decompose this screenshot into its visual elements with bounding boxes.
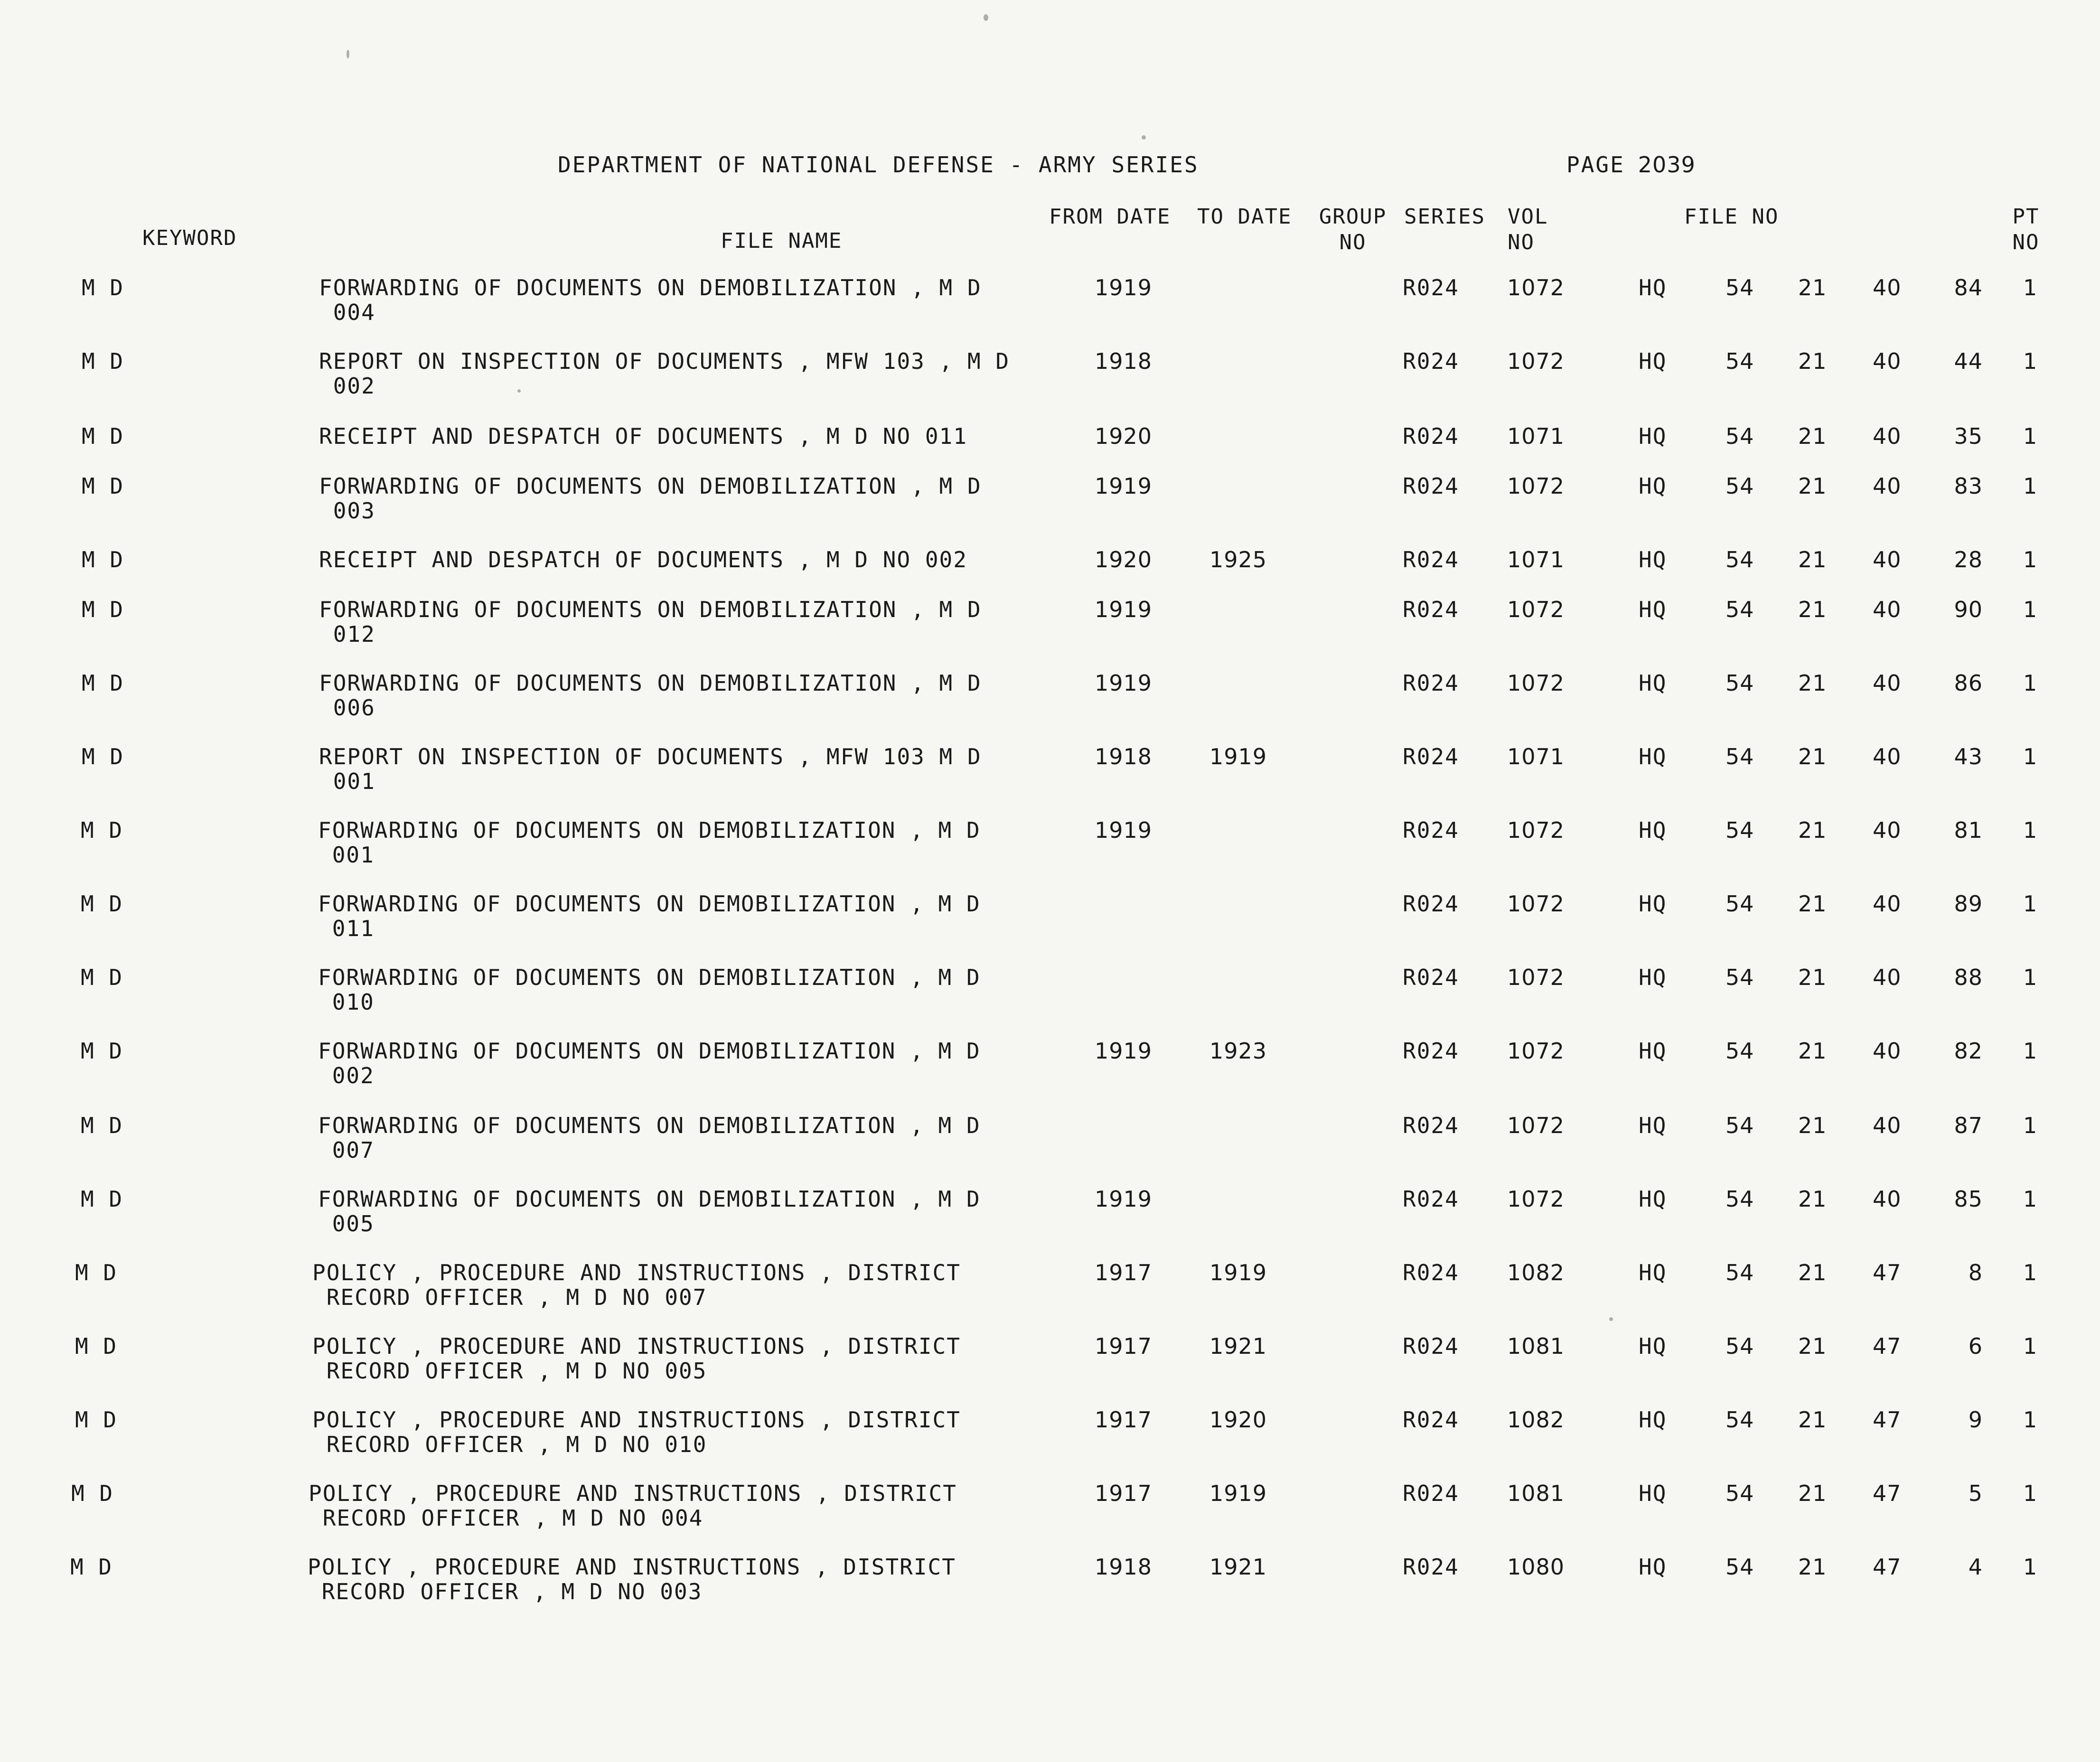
- file-no-3-cell: 21: [1798, 1186, 1827, 1212]
- from-date-cell: 1917: [1095, 1407, 1153, 1433]
- file-no-4-cell: 40: [1873, 965, 1902, 990]
- from-date-cell: 1919: [1095, 817, 1153, 843]
- file-name-cell: POLICY , PROCEDURE AND INSTRUCTIONS , DISTRICT RECORD OFFICER , M D NO 007: [312, 1260, 961, 1310]
- table-row: [0, 1334, 2100, 1405]
- vol-no-cell: 1072: [1507, 1186, 1565, 1212]
- pt-no-cell: 1: [2023, 1038, 2038, 1064]
- file-no-4-cell: 40: [1873, 597, 1902, 622]
- file-no-prefix-cell: HQ: [1639, 473, 1667, 499]
- pt-no-cell: 1: [2023, 1554, 2038, 1580]
- vol-no-cell: 1071: [1507, 547, 1565, 572]
- file-no-5-cell: 89: [1954, 891, 1983, 917]
- keyword-cell: M D: [71, 1481, 114, 1506]
- file-no-prefix-cell: HQ: [1639, 597, 1667, 622]
- to-date-cell: 1920: [1209, 1407, 1267, 1433]
- file-no-prefix-cell: HQ: [1639, 1407, 1667, 1433]
- file-no-5-cell: 8: [1968, 1260, 1983, 1285]
- pt-no-cell: 1: [2023, 348, 2038, 374]
- pt-no-cell: 1: [2023, 817, 2038, 843]
- series-cell: R024: [1403, 1113, 1459, 1138]
- keyword-cell: M D: [82, 597, 124, 622]
- file-no-5-cell: 82: [1954, 1038, 1983, 1064]
- series-cell: R024: [1403, 423, 1459, 449]
- file-no-prefix-cell: HQ: [1639, 1481, 1667, 1506]
- column-header-pt-no: PT NO: [2012, 205, 2040, 254]
- column-header-series: SERIES: [1404, 205, 1485, 229]
- pt-no-cell: 1: [2023, 423, 2038, 449]
- scan-mark: [517, 389, 521, 393]
- file-no-prefix-cell: HQ: [1639, 1554, 1667, 1580]
- keyword-cell: M D: [81, 891, 123, 917]
- file-no-5-cell: 44: [1954, 348, 1983, 374]
- file-name-cell: POLICY , PROCEDURE AND INSTRUCTIONS , DISTRICT RECORD OFFICER , M D NO 005: [312, 1333, 961, 1384]
- file-name-cell: REPORT ON INSPECTION OF DOCUMENTS , MFW 103 , M D 002: [319, 348, 1010, 399]
- file-no-2-cell: 54: [1725, 473, 1754, 499]
- file-no-3-cell: 21: [1798, 891, 1827, 917]
- series-cell: R024: [1403, 817, 1459, 843]
- table-row: [0, 1407, 2100, 1479]
- file-no-2-cell: 54: [1725, 891, 1754, 917]
- file-name-cell: FORWARDING OF DOCUMENTS ON DEMOBILIZATION , M D 003: [319, 473, 982, 524]
- table-row: [0, 671, 2100, 742]
- from-date-cell: 1919: [1095, 1186, 1153, 1212]
- file-no-2-cell: 54: [1725, 670, 1754, 696]
- from-date-cell: 1918: [1095, 348, 1153, 374]
- pt-no-cell: 1: [2023, 473, 2038, 499]
- vol-no-cell: 1072: [1507, 473, 1565, 499]
- column-header-file-name: FILE NAME: [721, 229, 843, 253]
- file-no-5-cell: 90: [1954, 597, 1983, 622]
- file-no-2-cell: 54: [1725, 1554, 1754, 1580]
- table-row: [0, 818, 2100, 889]
- file-name-cell: FORWARDING OF DOCUMENTS ON DEMOBILIZATION , M D 012: [319, 597, 982, 647]
- file-no-3-cell: 21: [1798, 744, 1827, 769]
- file-no-prefix-cell: HQ: [1639, 547, 1667, 572]
- from-date-cell: 1917: [1095, 1333, 1153, 1359]
- file-no-2-cell: 54: [1725, 275, 1754, 300]
- file-no-2-cell: 54: [1725, 744, 1754, 769]
- table-row: [0, 1113, 2100, 1184]
- file-name-cell: RECEIPT AND DESPATCH OF DOCUMENTS , M D NO 011: [319, 423, 967, 449]
- keyword-cell: M D: [82, 744, 124, 769]
- vol-no-cell: 1071: [1507, 423, 1565, 449]
- pt-no-cell: 1: [2023, 1481, 2038, 1506]
- file-no-3-cell: 21: [1798, 547, 1827, 572]
- series-cell: R024: [1403, 348, 1459, 374]
- file-no-3-cell: 21: [1798, 817, 1827, 843]
- file-name-cell: FORWARDING OF DOCUMENTS ON DEMOBILIZATION , M D 004: [319, 275, 982, 325]
- vol-no-cell: 1082: [1507, 1260, 1565, 1285]
- vol-no-cell: 1072: [1507, 670, 1565, 696]
- file-no-5-cell: 83: [1954, 473, 1983, 499]
- to-date-cell: 1919: [1209, 1260, 1267, 1285]
- series-cell: R024: [1403, 744, 1459, 769]
- table-row: [0, 1039, 2100, 1110]
- column-header-from-date: FROM DATE: [1049, 205, 1171, 229]
- file-no-4-cell: 40: [1873, 275, 1902, 300]
- pt-no-cell: 1: [2023, 1333, 2038, 1359]
- table-row: [0, 1555, 2100, 1626]
- to-date-cell: 1919: [1209, 744, 1267, 769]
- series-cell: R024: [1403, 1333, 1459, 1359]
- vol-no-cell: 1072: [1507, 817, 1565, 843]
- file-no-2-cell: 54: [1725, 547, 1754, 572]
- series-cell: R024: [1403, 1407, 1459, 1433]
- file-name-cell: POLICY , PROCEDURE AND INSTRUCTIONS , DISTRICT RECORD OFFICER , M D NO 003: [308, 1554, 956, 1604]
- to-date-cell: 1921: [1209, 1333, 1267, 1359]
- file-no-2-cell: 54: [1725, 597, 1754, 622]
- to-date-cell: 1925: [1209, 547, 1267, 572]
- table-row: [0, 349, 2100, 420]
- keyword-cell: M D: [81, 1186, 123, 1212]
- file-no-prefix-cell: HQ: [1639, 891, 1667, 917]
- pt-no-cell: 1: [2023, 275, 2038, 300]
- page-number-block: [1566, 152, 1696, 178]
- file-no-4-cell: 47: [1873, 1481, 1902, 1506]
- series-cell: R024: [1403, 965, 1459, 990]
- file-name-cell: FORWARDING OF DOCUMENTS ON DEMOBILIZATION , M D 001: [318, 817, 981, 868]
- pt-no-cell: 1: [2023, 891, 2038, 917]
- keyword-cell: M D: [82, 348, 124, 374]
- keyword-cell: M D: [82, 275, 124, 300]
- file-no-3-cell: 21: [1798, 275, 1827, 300]
- from-date-cell: 1919: [1095, 1038, 1153, 1064]
- vol-no-cell: 1081: [1507, 1333, 1565, 1359]
- file-name-cell: FORWARDING OF DOCUMENTS ON DEMOBILIZATION , M D 011: [318, 891, 981, 941]
- file-no-5-cell: 5: [1968, 1481, 1983, 1506]
- scan-mark: [1609, 1317, 1613, 1321]
- table-row: [0, 965, 2100, 1036]
- file-no-5-cell: 43: [1954, 744, 1983, 769]
- file-no-2-cell: 54: [1725, 1186, 1754, 1212]
- file-name-cell: FORWARDING OF DOCUMENTS ON DEMOBILIZATION , M D 005: [318, 1186, 981, 1237]
- file-no-4-cell: 40: [1873, 1038, 1902, 1064]
- vol-no-cell: 1071: [1507, 744, 1565, 769]
- from-date-cell: 1918: [1095, 744, 1153, 769]
- from-date-cell: 1919: [1095, 275, 1153, 300]
- series-cell: R024: [1403, 1186, 1459, 1212]
- file-no-prefix-cell: HQ: [1639, 423, 1667, 449]
- series-cell: R024: [1403, 597, 1459, 622]
- file-no-2-cell: 54: [1725, 1333, 1754, 1359]
- to-date-cell: 1923: [1209, 1038, 1267, 1064]
- file-name-cell: FORWARDING OF DOCUMENTS ON DEMOBILIZATION , M D 010: [318, 965, 981, 1015]
- file-no-4-cell: 40: [1873, 423, 1902, 449]
- table-row: [0, 1260, 2100, 1331]
- from-date-cell: 1917: [1095, 1260, 1153, 1285]
- file-no-4-cell: 40: [1873, 744, 1902, 769]
- pt-no-cell: 1: [2023, 1186, 2038, 1212]
- pt-no-cell: 1: [2023, 1260, 2038, 1285]
- scan-mark: [1142, 135, 1146, 140]
- file-no-prefix-cell: HQ: [1639, 1113, 1667, 1138]
- page-number: 2039: [1638, 152, 1696, 178]
- series-cell: R024: [1403, 670, 1459, 696]
- file-no-2-cell: 54: [1725, 1481, 1754, 1506]
- file-no-4-cell: 40: [1873, 473, 1902, 499]
- file-name-cell: RECEIPT AND DESPATCH OF DOCUMENTS , M D NO 002: [319, 547, 967, 572]
- to-date-cell: 1921: [1209, 1554, 1267, 1580]
- file-no-4-cell: 40: [1873, 817, 1902, 843]
- keyword-cell: M D: [81, 965, 123, 990]
- column-header-keyword: KEYWORD: [142, 226, 237, 250]
- file-no-2-cell: 54: [1725, 1260, 1754, 1285]
- vol-no-cell: 1082: [1507, 1407, 1565, 1433]
- series-cell: R024: [1403, 1038, 1459, 1064]
- vol-no-cell: 1072: [1507, 1038, 1565, 1064]
- file-no-prefix-cell: HQ: [1639, 1186, 1667, 1212]
- column-header-vol-no: VOL NO: [1508, 205, 1548, 254]
- from-date-cell: 1918: [1095, 1554, 1153, 1580]
- file-no-3-cell: 21: [1798, 670, 1827, 696]
- file-no-5-cell: 81: [1954, 817, 1983, 843]
- vol-no-cell: 1072: [1507, 597, 1565, 622]
- file-no-prefix-cell: HQ: [1639, 1260, 1667, 1285]
- pt-no-cell: 1: [2023, 597, 2038, 622]
- file-no-5-cell: 85: [1954, 1186, 1983, 1212]
- file-name-cell: REPORT ON INSPECTION OF DOCUMENTS , MFW 103 M D 001: [319, 744, 982, 794]
- file-no-prefix-cell: HQ: [1639, 744, 1667, 769]
- file-no-2-cell: 54: [1725, 1113, 1754, 1138]
- table-row: [0, 597, 2100, 668]
- vol-no-cell: 1081: [1507, 1481, 1565, 1506]
- file-no-4-cell: 40: [1873, 1113, 1902, 1138]
- file-no-3-cell: 21: [1798, 473, 1827, 499]
- file-no-5-cell: 88: [1954, 965, 1983, 990]
- pt-no-cell: 1: [2023, 1407, 2038, 1433]
- keyword-cell: M D: [82, 547, 124, 572]
- file-no-3-cell: 21: [1798, 965, 1827, 990]
- file-no-3-cell: 21: [1798, 597, 1827, 622]
- keyword-cell: M D: [75, 1333, 118, 1359]
- series-cell: R024: [1403, 891, 1459, 917]
- file-no-2-cell: 54: [1725, 817, 1754, 843]
- from-date-cell: 1920: [1095, 423, 1153, 449]
- series-cell: R024: [1403, 547, 1459, 572]
- file-no-5-cell: 6: [1968, 1333, 1983, 1359]
- table-row: [0, 1187, 2100, 1258]
- from-date-cell: 1920: [1095, 547, 1153, 572]
- file-no-3-cell: 21: [1798, 1554, 1827, 1580]
- file-no-3-cell: 21: [1798, 1038, 1827, 1064]
- column-header-to-date: TO DATE: [1197, 205, 1292, 229]
- file-no-4-cell: 40: [1873, 1186, 1902, 1212]
- vol-no-cell: 1072: [1507, 275, 1565, 300]
- file-no-2-cell: 54: [1725, 348, 1754, 374]
- file-no-prefix-cell: HQ: [1639, 817, 1667, 843]
- pt-no-cell: 1: [2023, 670, 2038, 696]
- file-no-prefix-cell: HQ: [1639, 275, 1667, 300]
- file-no-4-cell: 47: [1873, 1407, 1902, 1433]
- table-row: [0, 1481, 2100, 1552]
- file-no-2-cell: 54: [1725, 423, 1754, 449]
- vol-no-cell: 1072: [1507, 348, 1565, 374]
- keyword-cell: M D: [82, 423, 124, 449]
- table-row: [0, 891, 2100, 963]
- file-no-2-cell: 54: [1725, 1407, 1754, 1433]
- vol-no-cell: 1072: [1507, 891, 1565, 917]
- series-cell: R024: [1403, 473, 1459, 499]
- table-row: [0, 744, 2100, 815]
- vol-no-cell: 1072: [1507, 1113, 1565, 1138]
- keyword-cell: M D: [81, 1038, 123, 1064]
- file-no-4-cell: 40: [1873, 670, 1902, 696]
- file-no-5-cell: 87: [1954, 1113, 1983, 1138]
- pt-no-cell: 1: [2023, 1113, 2038, 1138]
- file-no-5-cell: 35: [1954, 423, 1983, 449]
- file-no-3-cell: 21: [1798, 1333, 1827, 1359]
- file-no-3-cell: 21: [1798, 423, 1827, 449]
- series-cell: R024: [1403, 1554, 1459, 1580]
- to-date-cell: 1919: [1209, 1481, 1267, 1506]
- file-no-4-cell: 47: [1873, 1260, 1902, 1285]
- file-no-5-cell: 4: [1968, 1554, 1983, 1580]
- page-title: DEPARTMENT OF NATIONAL DEFENSE - ARMY SERIES: [558, 152, 1199, 178]
- pt-no-cell: 1: [2023, 744, 2038, 769]
- file-no-2-cell: 54: [1725, 965, 1754, 990]
- keyword-cell: M D: [81, 1113, 123, 1138]
- file-no-5-cell: 28: [1954, 547, 1983, 572]
- file-name-cell: FORWARDING OF DOCUMENTS ON DEMOBILIZATION , M D 007: [318, 1113, 981, 1163]
- file-no-4-cell: 47: [1873, 1554, 1902, 1580]
- from-date-cell: 1919: [1095, 473, 1153, 499]
- file-no-prefix-cell: HQ: [1639, 1333, 1667, 1359]
- keyword-cell: M D: [82, 473, 124, 499]
- file-no-4-cell: 40: [1873, 547, 1902, 572]
- file-name-cell: FORWARDING OF DOCUMENTS ON DEMOBILIZATION , M D 002: [318, 1038, 981, 1088]
- from-date-cell: 1917: [1095, 1481, 1153, 1506]
- file-no-prefix-cell: HQ: [1639, 1038, 1667, 1064]
- table-row: [0, 474, 2100, 545]
- series-cell: R024: [1403, 1481, 1459, 1506]
- file-no-4-cell: 40: [1873, 348, 1902, 374]
- keyword-cell: M D: [75, 1407, 118, 1433]
- page-label: PAGE: [1566, 152, 1625, 178]
- file-no-3-cell: 21: [1798, 348, 1827, 374]
- column-header-file-no: FILE NO: [1684, 205, 1779, 229]
- file-name-cell: FORWARDING OF DOCUMENTS ON DEMOBILIZATION , M D 006: [319, 670, 982, 721]
- series-cell: R024: [1403, 275, 1459, 300]
- table-row: [0, 275, 2100, 347]
- vol-no-cell: 1072: [1507, 965, 1565, 990]
- file-no-3-cell: 21: [1798, 1407, 1827, 1433]
- keyword-cell: M D: [75, 1260, 118, 1285]
- file-name-cell: POLICY , PROCEDURE AND INSTRUCTIONS , DISTRICT RECORD OFFICER , M D NO 004: [309, 1481, 957, 1531]
- scan-mark: [984, 14, 988, 21]
- file-no-5-cell: 84: [1954, 275, 1983, 300]
- keyword-cell: M D: [70, 1554, 113, 1580]
- file-no-prefix-cell: HQ: [1639, 670, 1667, 696]
- file-name-cell: POLICY , PROCEDURE AND INSTRUCTIONS , DISTRICT RECORD OFFICER , M D NO 010: [312, 1407, 961, 1457]
- file-no-5-cell: 86: [1954, 670, 1983, 696]
- file-no-3-cell: 21: [1798, 1260, 1827, 1285]
- file-no-3-cell: 21: [1798, 1481, 1827, 1506]
- file-no-3-cell: 21: [1798, 1113, 1827, 1138]
- pt-no-cell: 1: [2023, 547, 2038, 572]
- file-no-2-cell: 54: [1725, 1038, 1754, 1064]
- from-date-cell: 1919: [1095, 597, 1153, 622]
- vol-no-cell: 1080: [1507, 1554, 1565, 1580]
- keyword-cell: M D: [82, 670, 124, 696]
- file-no-4-cell: 47: [1873, 1333, 1902, 1359]
- column-header-group-no: GROUP NO: [1319, 205, 1387, 254]
- from-date-cell: 1919: [1095, 670, 1153, 696]
- file-no-prefix-cell: HQ: [1639, 965, 1667, 990]
- keyword-cell: M D: [81, 817, 123, 843]
- scan-mark: [347, 50, 349, 58]
- file-no-4-cell: 40: [1873, 891, 1902, 917]
- pt-no-cell: 1: [2023, 965, 2038, 990]
- file-no-prefix-cell: HQ: [1639, 348, 1667, 374]
- file-no-5-cell: 9: [1968, 1407, 1983, 1433]
- series-cell: R024: [1403, 1260, 1459, 1285]
